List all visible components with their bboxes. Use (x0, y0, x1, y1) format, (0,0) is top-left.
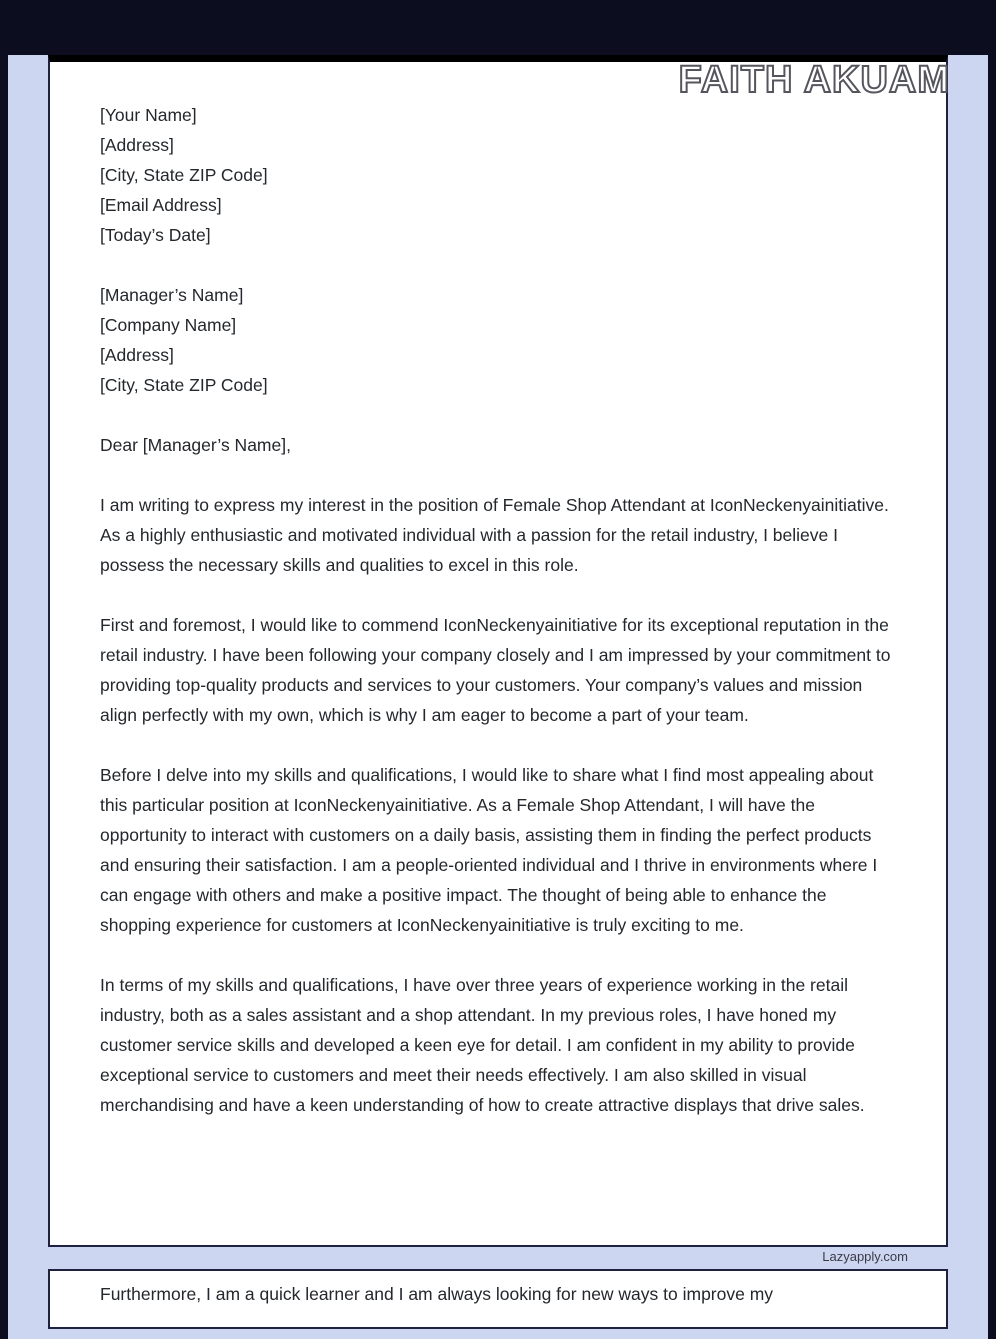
paragraph-4: In terms of my skills and qualifications, I have over three years of experience working in the retail industry, both as a sales assistant and a shop attendant. In my previous roles, I have honed my customer service skills and developed a keen eye for detail. I am confident in my ability to provide exceptional service to customers and meet their needs effectively. I am also skilled in visual merchandising and have a keen understanding of how to create attractive displays that drive sales. (100, 975, 865, 1115)
document-background (8, 55, 988, 1339)
sender-name: [Your Name] (100, 105, 197, 125)
sender-email: [Email Address] (100, 195, 222, 215)
recipient-name: [Manager’s Name] (100, 285, 244, 305)
recipient-address: [Address] (100, 345, 174, 365)
letter-page-2 (48, 1269, 948, 1329)
paragraph-1: I am writing to express my interest in the position of Female Shop Attendant at IconNeckenyainitiative. As a highly enthusiastic and motivated individual with a passion for the retail industry, I believe I possess the necessary skills and qualities to excel in this role. (100, 495, 889, 575)
page-break-gap (48, 1247, 948, 1269)
paragraph-5-partial: Furthermore, I am a quick learner and I am always looking for new ways to improve my (100, 1284, 774, 1304)
recipient-block (100, 280, 896, 400)
letter-body-continued (50, 1271, 946, 1309)
recipient-company: [Company Name] (100, 315, 237, 335)
letter-date: [Today’s Date] (100, 225, 211, 245)
letter-body (50, 62, 946, 1120)
recipient-city-state-zip: [City, State ZIP Code] (100, 375, 268, 395)
watermark-text: Lazyapply.com (822, 1249, 908, 1264)
sender-city-state-zip: [City, State ZIP Code] (100, 165, 268, 185)
paragraph-3: Before I delve into my skills and qualifications, I would like to share what I find most appealing about this particular position at IconNeckenyainitiative. As a Female Shop Attendant, I will have the opportunity to interact with customers on a daily basis, assisting them in finding the perfect products and ensuring their satisfaction. I am a people-oriented individual and I thrive in environments where I can engage with others and make a positive impact. The thought of being able to enhance the shopping experience for customers at IconNeckenyainitiative is truly exciting to me. (100, 765, 878, 935)
salutation: Dear [Manager’s Name], (100, 435, 291, 455)
sender-address: [Address] (100, 135, 174, 155)
brand-logo: FAITH AKUAM (678, 59, 950, 101)
paragraph-2: First and foremost, I would like to commend IconNeckenyainitiative for its exceptional reputation in the retail industry. I have been following your company closely and I am impressed by your commitment to providing top-quality products and services to your customers. Your company’s values and mission align perfectly with my own, which is why I am eager to become a part of your team. (100, 615, 891, 725)
letter-page-1 (48, 55, 948, 1247)
sender-block (100, 100, 896, 250)
